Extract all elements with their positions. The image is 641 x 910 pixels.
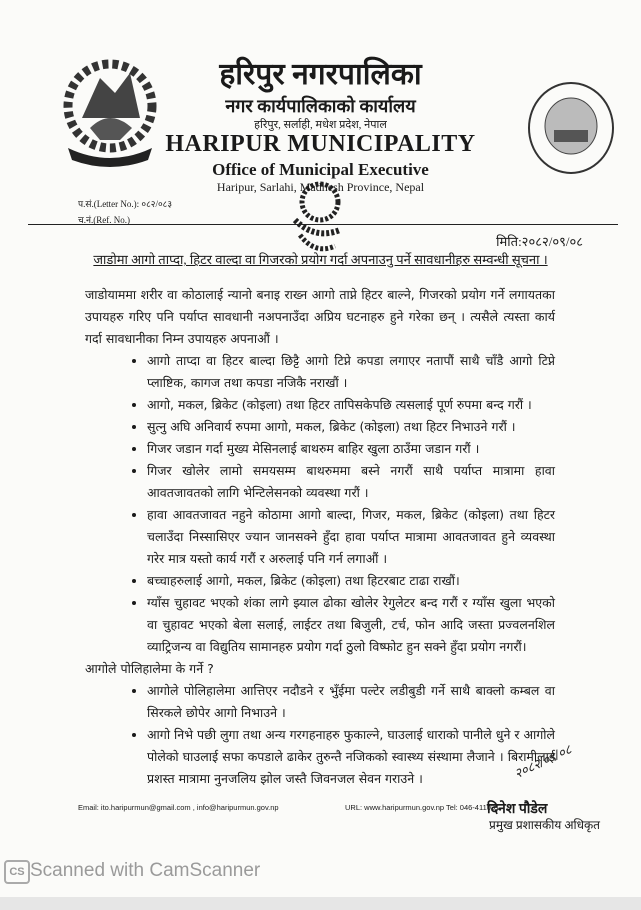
- letter-body: [85, 284, 555, 790]
- list-item: • गिजर जडान गर्दा मुख्य मेसिनलाई बाथरुम बाहिर खुला ठाउँमा जडान गरौं ।: [147, 438, 555, 460]
- municipality-name-np: हरिपुर नगरपालिका: [219, 58, 422, 91]
- letter-date: मिति:२०८२/०९/०८: [496, 234, 583, 249]
- footer-url-phone: URL: www.haripurmun.gov.np Tel: 046-411031: [345, 803, 500, 812]
- list-item: • आगो ताप्दा वा हिटर बाल्दा छिट्टै आगो टिप्ने कपडा लगाएर नतापौं साथै चाँडै आगो टिप्ने प्लाष्टिक, कागज तथा कपडा नजिकै नराखौं ।: [147, 350, 555, 394]
- list-item: • बच्चाहरुलाई आगो, मकल, ब्रिकेट (कोइला) तथा हिटरबाट टाढा राखौं।: [147, 570, 555, 592]
- list-item: • आगोले पोलिहालेमा आत्तिएर नदौडने र भुँईमा पल्टेर लडीबुडी गर्ने साथै बाक्लो कम्बल वा सिरकले छोपेर आगो निभाउने ।: [147, 680, 555, 724]
- list-item: • ग्याँस चुहावट भएको शंका लागे झ्याल ढोका खोलेर रेगुलेटर बन्द गरौं र ग्याँस खुला भएको वा चुहावट भएको बेला सलाई, लाईटर तथा बिजुली, टर्च, फोन आदि जस्ता प्रज्वलनशिल व्याट्रिजन्य वा विद्युतिय सामानहरु प्रयोग गर्दा ठुलो विष्फोट हुन सक्ने हुँदा प्रयोग नगरौं।: [147, 592, 555, 658]
- bottom-bar: [0, 897, 641, 910]
- footer-email: Email: ito.haripurmun@gmail.com , info@haripurmun.gov.np: [78, 803, 279, 812]
- camscanner-logo-icon: CS: [4, 860, 30, 884]
- header-divider: [28, 224, 618, 225]
- office-name-np: नगर कार्यपालिकाको कार्यालय: [225, 96, 416, 116]
- list-item: • आगो, मकल, ब्रिकेट (कोइला) तथा हिटर तापिसकेपछि त्यसलाई पूर्ण रुपमा बन्द गरौं ।: [147, 394, 555, 416]
- camscanner-watermark: Scanned with CamScanner: [30, 860, 261, 881]
- signatory-name: दिनेश पौडेल: [487, 802, 548, 817]
- address-np: हरिपुर, सर्लाही, मधेश प्रदेश, नेपाल: [254, 119, 387, 131]
- handwritten-signature-date: २०८२/०९/०८: [511, 741, 574, 782]
- list-item: • आगो निभे पछी लुगा तथा अन्य गरगहनाहरु फुकाल्ने, घाउलाई धाराको पानीले धुने र आगोले पोलेको घाउलाई सफा कपडाले ढाकेर तुरुन्तै नजिकको स्वास्थ्य संस्थामा लैजाने । बिरामीलाई प्रशस्त मात्रामा नुनजलिय झोल जस्तै जिवनजल सेवन गराउने ।: [147, 724, 555, 790]
- list-item: • सुत्नु अघि अनिवार्य रुपमा आगो, मकल, ब्रिकेट (कोइला) तथा हिटर निभाउने गरौं ।: [147, 416, 555, 438]
- address-en: Haripur, Sarlahi, Madhesh Province, Nepal: [216, 180, 425, 194]
- section-heading: आगोले पोलिहालेमा के गर्ने ?: [85, 661, 214, 676]
- office-name-en: Office of Municipal Executive: [212, 160, 429, 179]
- subject-line: जाडोमा आगो ताप्दा, हिटर वाल्दा वा गिजरको प्रयोग गर्दा अपनाउनु पर्ने सावधानीहरु सम्वन्धी सूचना ।: [93, 252, 548, 267]
- letter-number: प.सं.(Letter No.): ०८२/०८३: [78, 199, 173, 209]
- list-item: • गिजर खोलेर लामो समयसम्म बाथरुममा बस्ने नगरौं साथै पर्याप्त मात्रामा हावा आवतजावतको लागि भेन्टिलेसनको व्यवस्था गरौं ।: [147, 460, 555, 504]
- burn-response-list: [85, 680, 555, 790]
- municipality-name-en: HARIPUR MUNICIPALITY: [165, 131, 476, 157]
- signatory-title: प्रमुख प्रशासकीय अधिकृत: [489, 818, 601, 832]
- reference-number: च.नं.(Ref. No.): [78, 215, 130, 225]
- intro-paragraph: जाडोयाममा शरीर वा कोठालाई न्यानो बनाइ राख्न आगो ताप्ने हिटर बाल्ने, गिजरको प्रयोग गर्ने लगायतका उपायहरु गरिए पनि पर्याप्त सावधानी नअपनाउँदा अप्रिय घटनाहरु हुने गरेका छन् । त्यसैले त्यस्ता कार्य गर्दा सावधानीका निम्न उपायहरु अपनाऔं ।: [85, 287, 555, 346]
- precautions-list: [85, 350, 555, 658]
- list-item: • हावा आवतजावत नहुने कोठामा आगो बाल्दा, गिजर, मकल, ब्रिकेट (कोइला) तथा हिटर चलाउँदा निस्सासिएर ज्यान जानसक्ने हुँदा हावा पर्याप्त मात्रामा आवतजावत हुने व्यवस्था गरेर मात्र यस्तो कार्य गरौं र अरुलाई पनि गर्न लगाऔं ।: [147, 504, 555, 570]
